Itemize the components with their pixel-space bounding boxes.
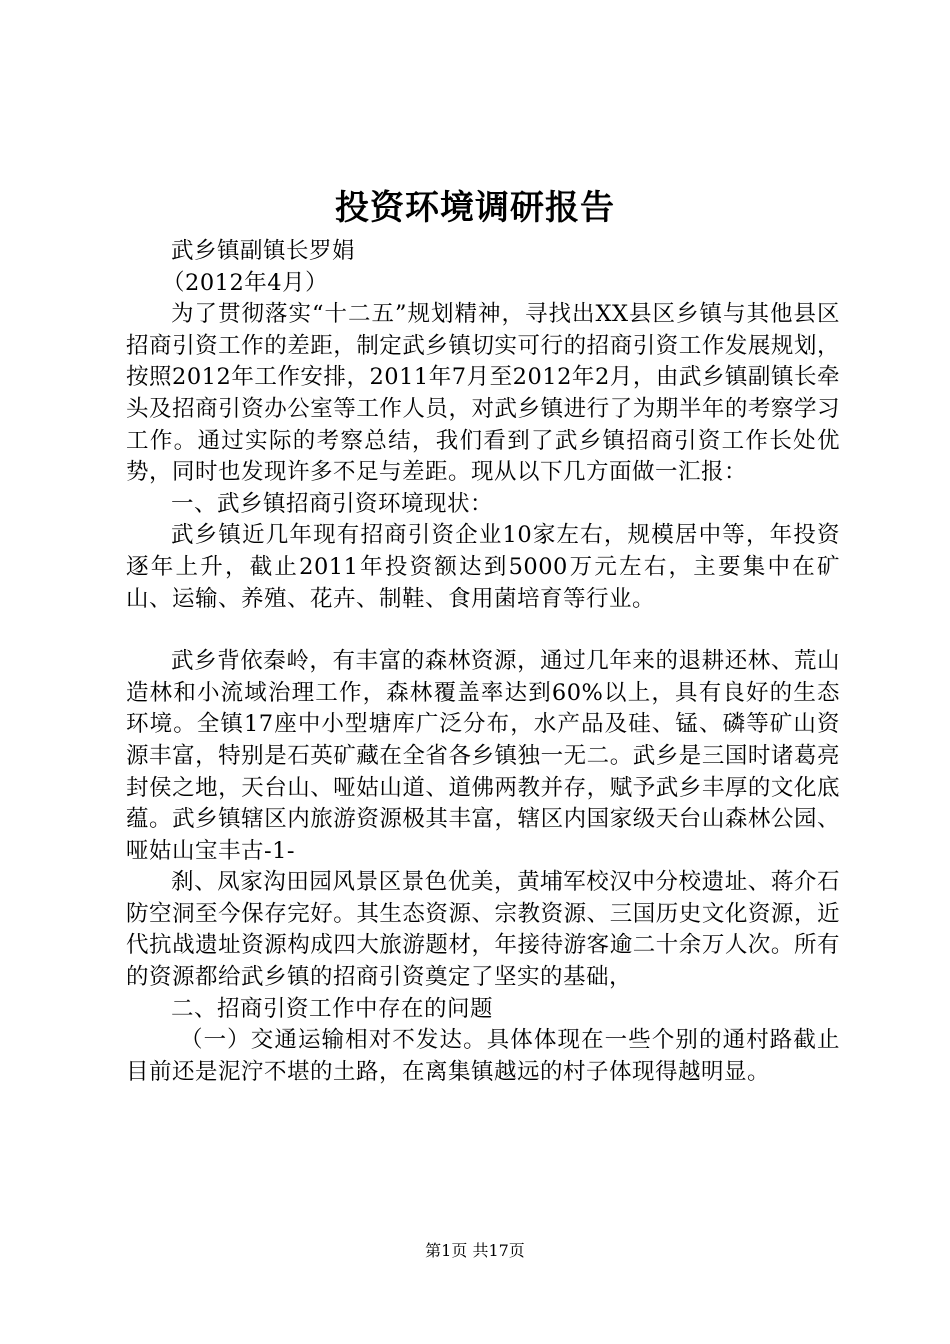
body-paragraph: （一）交通运输相对不发达。具体体现在一些个别的通村路截止目前还是泥泞不堪的土路，在离集镇越远的村子体现得越明显。	[126, 1027, 840, 1085]
author-line: 武乡镇副镇长罗娟	[171, 238, 356, 264]
body-paragraph: 武乡背依秦岭，有丰富的森林资源，通过几年来的退耕还林、荒山造林和小流域治理工作，森林覆盖率达到60%以上，具有良好的生态环境。全镇17座中小型塘库广泛分布，水产品及硅、锰、磷等矿山资源丰富，特别是石英矿藏在全省各乡镇独一无二。武乡是三国时诸葛亮封侯之地，天台山、哑姑山道、道佛两教并存，赋予武乡丰厚的文化底蕴。武乡镇辖区内旅游资源极其丰富，辖区内国家级天台山森林公园、哑姑山宝丰古-1-	[126, 648, 840, 864]
section-heading: 二、招商引资工作中存在的问题	[171, 995, 494, 1022]
page-indicator: 第1页 共17页	[425, 1241, 525, 1260]
date-line: （2012年4月）	[162, 269, 329, 296]
document-body	[126, 236, 840, 1088]
section-heading: 一、武乡镇招商引资环境现状：	[171, 490, 494, 517]
body-paragraph: 武乡镇近几年现有招商引资企业10家左右，规模居中等，年投资逐年上升，截止2011年投资额达到5000万元左右，主要集中在矿山、运输、养殖、花卉、制鞋、食用菌培育等行业。	[126, 522, 840, 612]
body-paragraph: 刹、凤家沟田园风景区景色优美，黄埔军校汉中分校遗址、蒋介石防空洞至今保存完好。其生态资源、宗教资源、三国历史文化资源，近代抗战遗址资源构成四大旅游题材，年接待游客逾二十余万人次。所有的资源都给武乡镇的招商引资奠定了坚实的基础，	[126, 869, 840, 991]
body-paragraph: 为了贯彻落实“十二五”规划精神，寻找出XX县区乡镇与其他县区招商引资工作的差距，制定武乡镇切实可行的招商引资工作发展规划，按照2012年工作安排，2011年7月至2012年2月，由武乡镇副镇长牵头及招商引资办公室等工作人员，对武乡镇进行了为期半年的考察学习工作。通过实际的考察总结，我们看到了武乡镇招商引资工作长处优势，同时也发现许多不足与差距。现从以下几方面做一汇报：	[126, 301, 840, 486]
document-title: 投资环境调研报告	[335, 188, 615, 228]
page-footer	[0, 1240, 950, 1262]
